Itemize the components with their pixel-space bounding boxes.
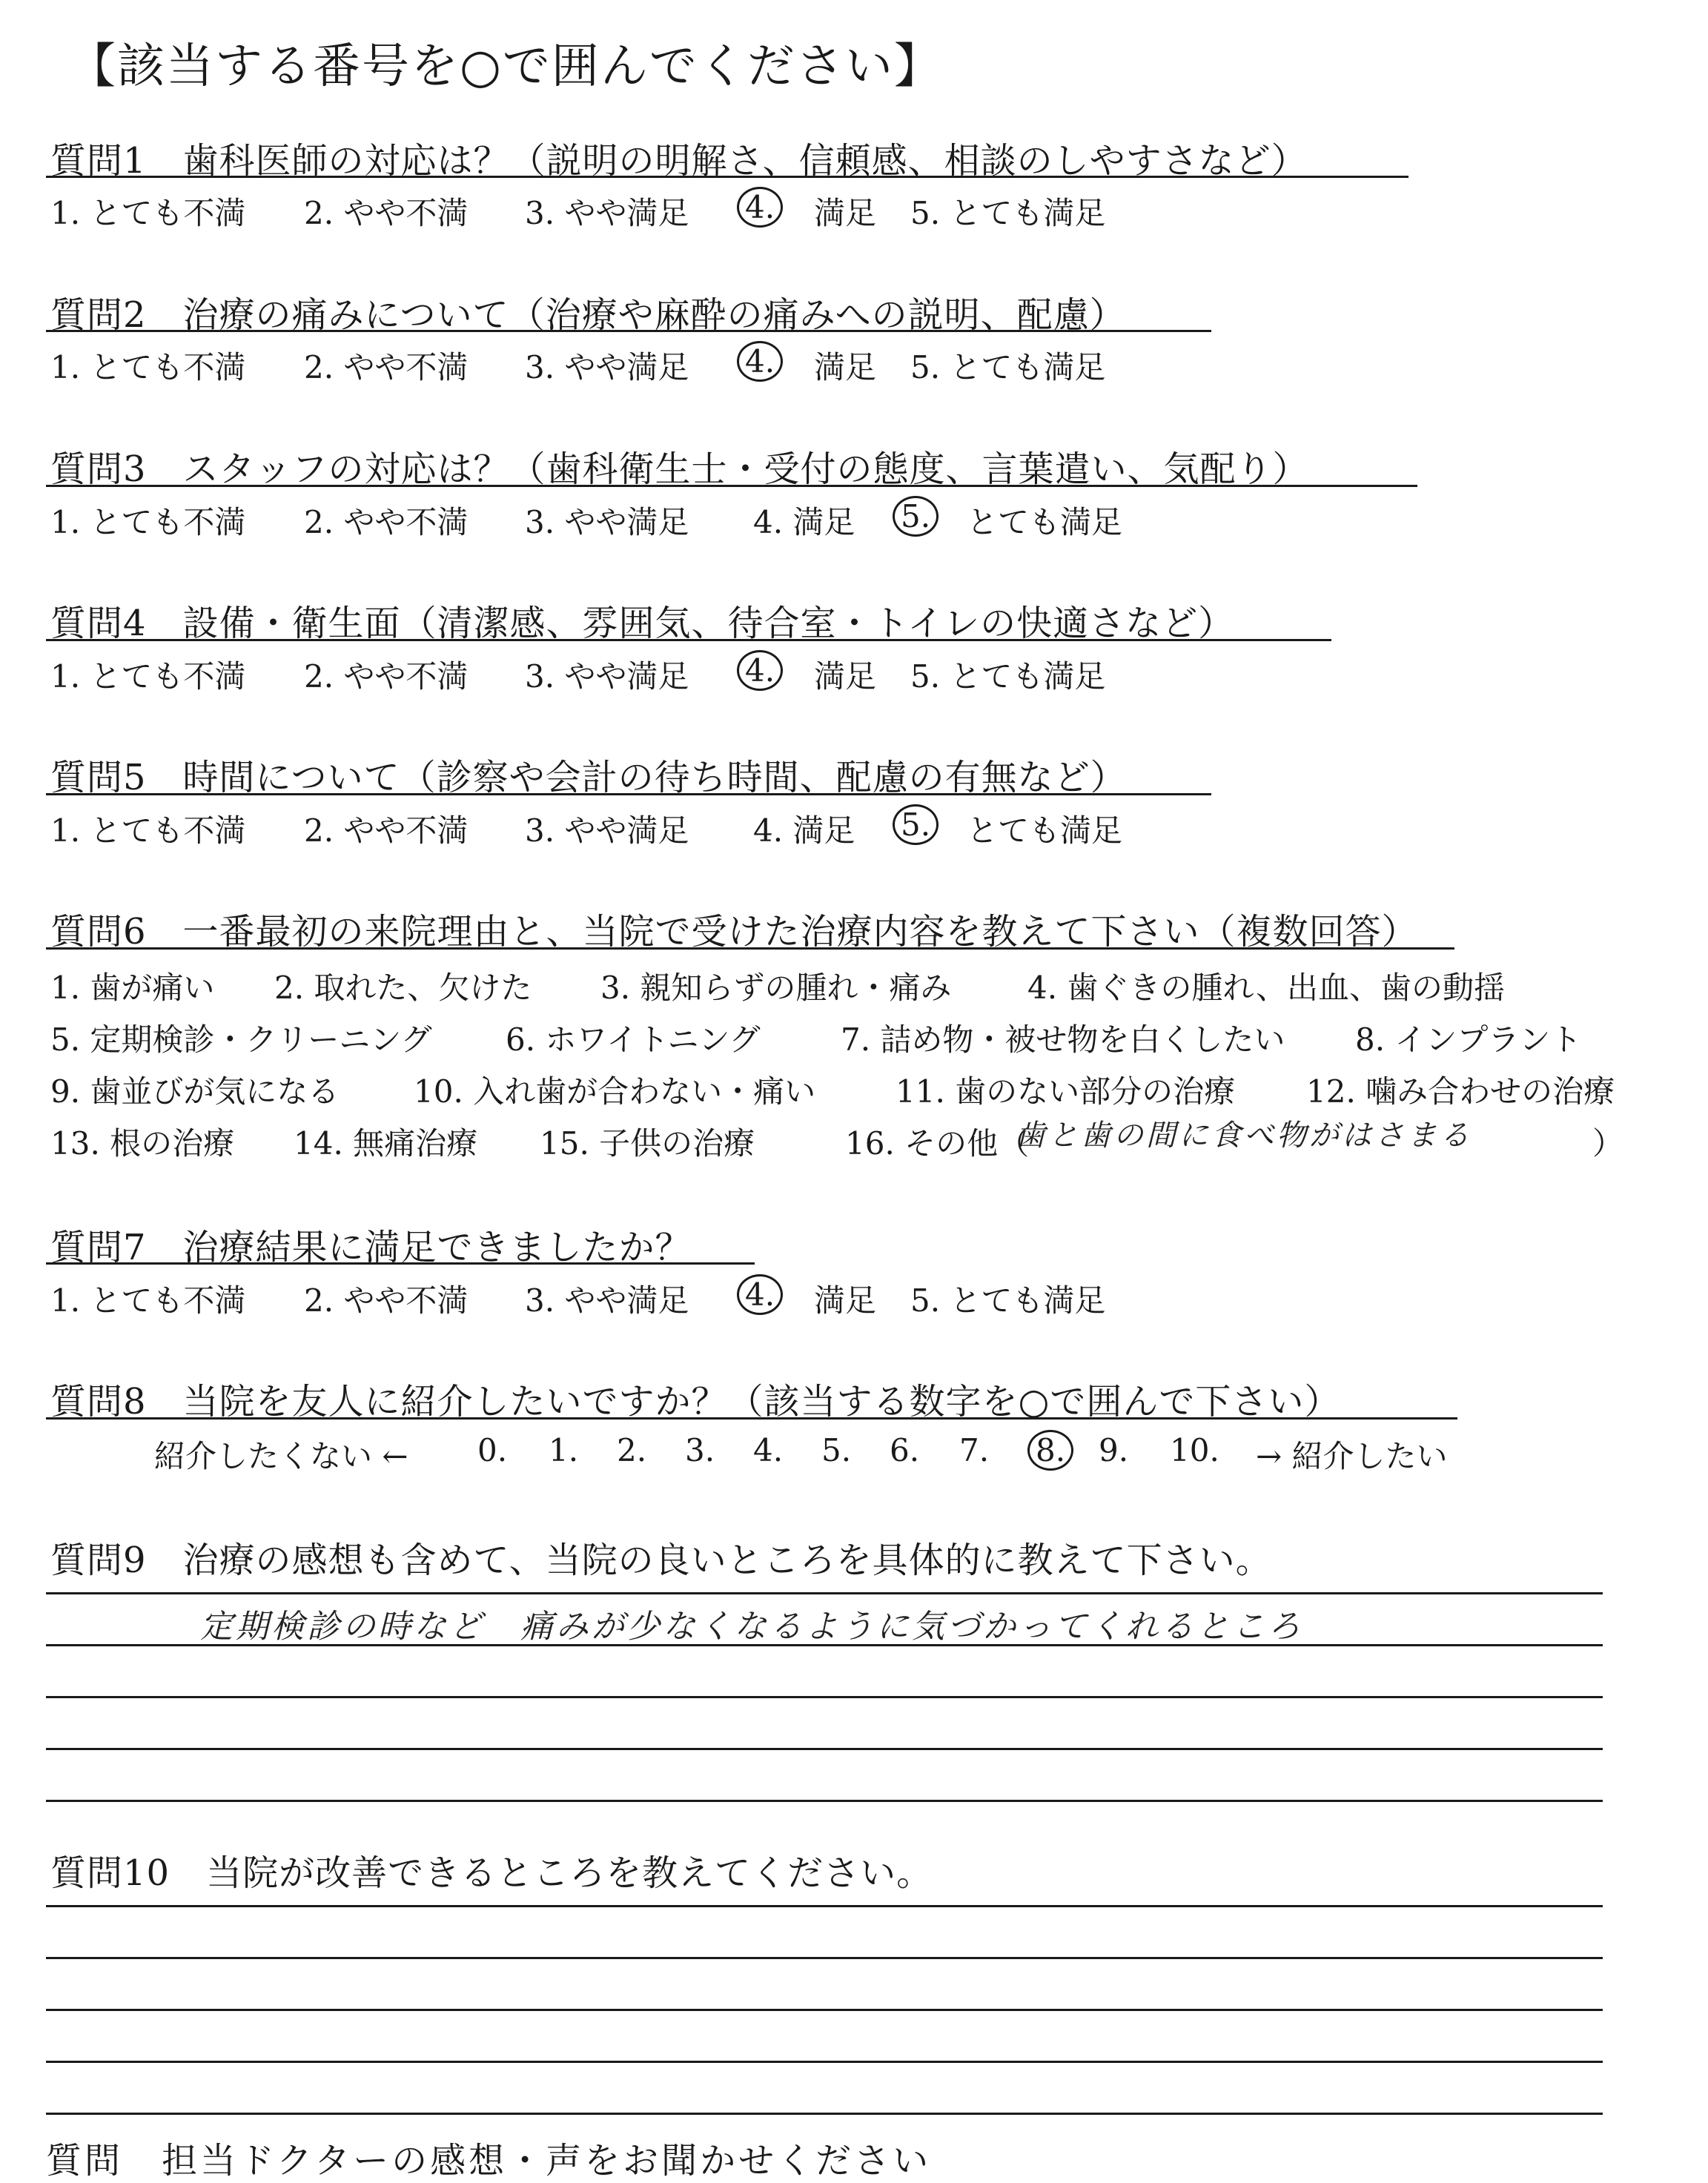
q6-option-8[interactable]: 8. インプラント — [1355, 1021, 1582, 1058]
q6-other-handwritten-answer: 歯と歯の間に食べ物がはさまる — [1016, 1119, 1472, 1153]
q10-answer-line-5[interactable] — [46, 2113, 1603, 2115]
q6-option-15[interactable]: 15. 子供の治療 — [540, 1125, 755, 1162]
question-5-underline — [46, 793, 1211, 795]
question-10-title: 質問10 当院が改善できるところを教えてください。 — [50, 1852, 933, 1894]
q6-option-6[interactable]: 6. ホワイトニング — [506, 1021, 761, 1058]
q5-option-2[interactable]: 2. やや不満 — [304, 812, 469, 849]
q8-scale-8[interactable] — [1030, 1432, 1070, 1468]
question-2-title: 質問2 治療の痛みについて（治療や麻酔の痛みへの説明、配慮） — [50, 294, 1126, 336]
q6-option-16[interactable]: 16. その他（ — [845, 1125, 1030, 1162]
q3-selected-circle: 5. — [893, 496, 939, 537]
q8-scale-4[interactable]: 4. — [753, 1432, 784, 1468]
q1-option-2[interactable]: 2. やや不満 — [304, 195, 469, 231]
q2-selected-circle: 4. — [737, 341, 783, 382]
q7-option-3[interactable]: 3. やや満足 — [525, 1282, 689, 1319]
q3-option-5[interactable] — [896, 498, 936, 534]
q3-option-1[interactable]: 1. とても不満 — [50, 504, 246, 540]
q6-option-1[interactable]: 1. 歯が痛い — [50, 970, 215, 1006]
q6-option-5[interactable]: 5. 定期検診・クリーニング — [50, 1021, 432, 1058]
question-9-title: 質問9 治療の感想も含めて、当院の良いところを具体的に教えて下さい。 — [50, 1540, 1272, 1581]
q1-option-1[interactable]: 1. とても不満 — [50, 195, 246, 231]
q1-selected-circle: 4. — [737, 187, 783, 228]
q3-option-5-label: とても満足 — [967, 504, 1123, 540]
q6-option-11[interactable]: 11. 歯のない部分の治療 — [896, 1073, 1236, 1110]
q2-option-5[interactable]: 5. とても満足 — [910, 349, 1106, 385]
q6-option-9[interactable]: 9. 歯並びが気になる — [50, 1073, 340, 1110]
question-4-underline — [46, 639, 1331, 641]
q4-option-2[interactable]: 2. やや不満 — [304, 658, 469, 695]
q4-selected-circle: 4. — [737, 650, 783, 691]
page-title: 【該当する番号を○で囲んでください】 — [68, 39, 943, 94]
question-8-underline — [46, 1417, 1457, 1420]
q3-option-4[interactable]: 4. 満足 — [753, 504, 855, 540]
q8-right-label: → 紹介したい — [1256, 1438, 1448, 1474]
question-6-underline — [46, 947, 1454, 950]
q6-option-4[interactable]: 4. 歯ぐきの腫れ、出血、歯の動揺 — [1027, 970, 1505, 1006]
q2-option-1[interactable]: 1. とても不満 — [50, 349, 246, 385]
q5-selected-circle: 5. — [893, 804, 939, 845]
q5-option-5-label: とても満足 — [967, 812, 1123, 849]
q8-left-label: 紹介したくない ← — [154, 1438, 408, 1474]
q9-answer-line-5[interactable] — [46, 1800, 1603, 1802]
q4-option-4[interactable] — [740, 652, 780, 689]
q6-other-close-paren: ） — [1592, 1125, 1624, 1162]
q10-answer-line-1[interactable] — [46, 1905, 1603, 1907]
q7-option-1[interactable]: 1. とても不満 — [50, 1282, 246, 1319]
q1-option-4-label: 満足 — [814, 195, 877, 231]
q10-answer-line-3[interactable] — [46, 2009, 1603, 2011]
q8-scale-1[interactable]: 1. — [549, 1432, 579, 1468]
q6-option-13[interactable]: 13. 根の治療 — [50, 1125, 235, 1162]
q9-answer-line-3[interactable] — [46, 1696, 1603, 1698]
q1-option-5[interactable]: 5. とても満足 — [910, 195, 1106, 231]
q4-option-4-label: 満足 — [814, 658, 877, 695]
q9-answer-line-2[interactable] — [46, 1644, 1603, 1646]
question-7-underline — [46, 1262, 755, 1265]
question-2-underline — [46, 330, 1211, 332]
q7-option-5[interactable]: 5. とても満足 — [910, 1282, 1106, 1319]
q4-option-5[interactable]: 5. とても満足 — [910, 658, 1106, 695]
q1-option-3[interactable]: 3. やや満足 — [525, 195, 689, 231]
question-6-title: 質問6 一番最初の来院理由と、当院で受けた治療内容を教えて下さい（複数回答） — [50, 911, 1418, 953]
q10-answer-line-2[interactable] — [46, 1957, 1603, 1959]
q8-scale-6[interactable]: 6. — [890, 1432, 920, 1468]
q7-option-4[interactable] — [740, 1276, 780, 1313]
q4-option-3[interactable]: 3. やや満足 — [525, 658, 689, 695]
q2-option-3[interactable]: 3. やや満足 — [525, 349, 689, 385]
q2-option-2[interactable]: 2. やや不満 — [304, 349, 469, 385]
q10-answer-line-4[interactable] — [46, 2061, 1603, 2063]
q5-option-4[interactable]: 4. 満足 — [753, 812, 855, 849]
question-7-title: 質問7 治療結果に満足できましたか？ — [50, 1227, 692, 1268]
q8-scale-7[interactable]: 7. — [959, 1432, 990, 1468]
q6-option-10[interactable]: 10. 入れ歯が合わない・痛い — [414, 1073, 816, 1110]
footer-partial-text: 質問 担当ドクターの感想・声をお聞かせください — [46, 2140, 932, 2182]
q8-scale-10[interactable]: 10. — [1170, 1432, 1219, 1468]
q6-option-2[interactable]: 2. 取れた、欠けた — [274, 970, 532, 1006]
question-1-title: 質問1 歯科医師の対応は？（説明の明解さ、信頼感、相談のしやすさなど） — [50, 140, 1308, 182]
question-3-underline — [46, 485, 1417, 487]
q9-handwritten-answer: 定期検診の時など 痛みが少なくなるように気づかってくれるところ — [200, 1608, 1303, 1646]
q8-scale-9[interactable]: 9. — [1099, 1432, 1129, 1468]
q9-answer-line-4[interactable] — [46, 1748, 1603, 1750]
q8-scale-0[interactable]: 0. — [477, 1432, 508, 1468]
q9-answer-line-1 — [46, 1592, 1603, 1594]
q3-option-3[interactable]: 3. やや満足 — [525, 504, 689, 540]
q5-option-5[interactable] — [896, 806, 936, 843]
question-1-underline — [46, 176, 1409, 178]
q1-option-4[interactable] — [740, 189, 780, 225]
q8-selected-circle: 8. — [1027, 1430, 1073, 1471]
q3-option-2[interactable]: 2. やや不満 — [304, 504, 469, 540]
q7-selected-circle: 4. — [737, 1274, 783, 1315]
q6-option-3[interactable]: 3. 親知らずの腫れ・痛み — [600, 970, 952, 1006]
q7-option-2[interactable]: 2. やや不満 — [304, 1282, 469, 1319]
question-8-title: 質問8 当院を友人に紹介したいですか？（該当する数字を○で囲んで下さい） — [50, 1381, 1341, 1422]
q2-option-4-label: 満足 — [814, 349, 877, 385]
q2-option-4[interactable] — [740, 343, 780, 380]
q6-option-14[interactable]: 14. 無痛治療 — [294, 1125, 478, 1162]
question-5-title: 質問5 時間について（診察や会計の待ち時間、配慮の有無など） — [50, 757, 1127, 798]
q4-option-1[interactable]: 1. とても不満 — [50, 658, 246, 695]
q5-option-1[interactable]: 1. とても不満 — [50, 812, 246, 849]
q8-scale-5[interactable]: 5. — [821, 1432, 852, 1468]
question-4-title: 質問4 設備・衛生面（清潔感、雰囲気、待合室・トイレの快適さなど） — [50, 603, 1235, 644]
q5-option-3[interactable]: 3. やや満足 — [525, 812, 689, 849]
q7-option-4-label: 満足 — [814, 1282, 877, 1319]
question-3-title: 質問3 スタッフの対応は？（歯科衛生士・受付の態度、言葉遣い、気配り） — [50, 448, 1309, 490]
q6-option-12[interactable]: 12. 噛み合わせの治療 — [1306, 1073, 1615, 1110]
q8-scale-2[interactable]: 2. — [617, 1432, 647, 1468]
q8-scale-3[interactable]: 3. — [685, 1432, 715, 1468]
q6-option-7[interactable]: 7. 詰め物・被せ物を白くしたい — [841, 1021, 1285, 1058]
